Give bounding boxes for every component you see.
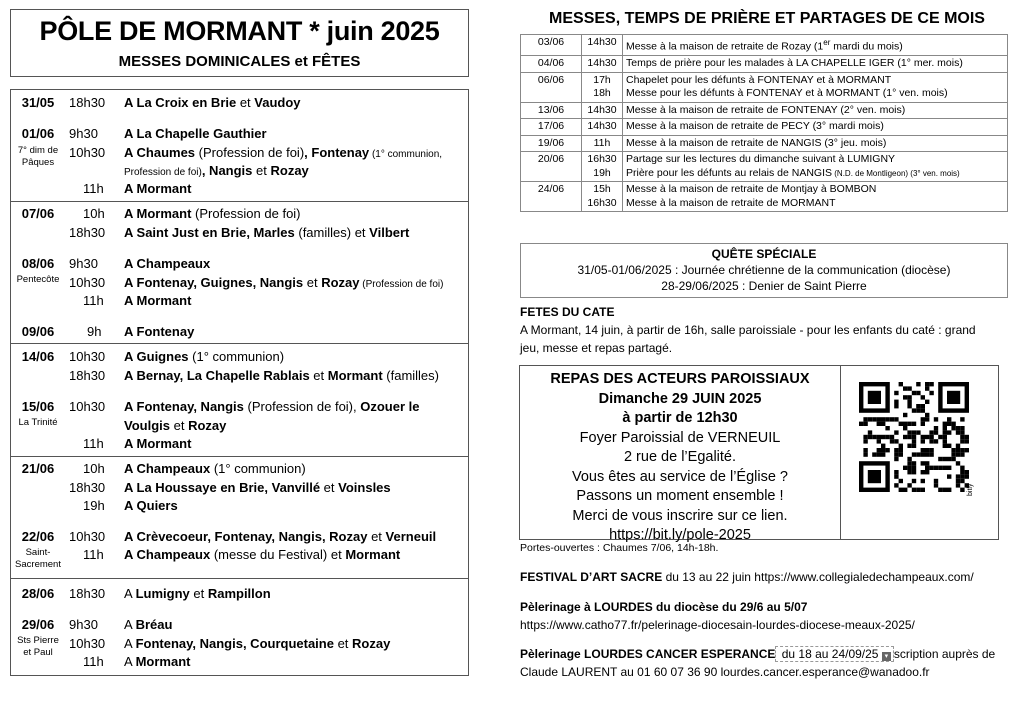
mass-hour: 11h: [83, 654, 104, 669]
mass-text: A Mormant: [124, 293, 192, 308]
mass-hour: 18h30: [69, 480, 106, 495]
mass-hour: 18h30: [69, 368, 106, 383]
repas-title: REPAS DES ACTEURS PAROISSIAUX: [550, 371, 810, 387]
liturgy-label: Pentecôte: [16, 274, 60, 285]
table-row: [521, 152, 1008, 182]
quete-line: 31/05-01/06/2025 : Journée chrétienne de la communication (diocèse): [577, 263, 951, 277]
mass-date: 15/06: [21, 399, 55, 414]
mass-text: Profession de foi), Nangis et Rozay: [124, 163, 309, 178]
masses-box: [10, 89, 469, 676]
repas-line: Foyer Paroissial de VERNEUIL: [579, 429, 781, 446]
mass-date: 21/06: [21, 461, 55, 476]
cate-line: jeu, messe et repas partagé.: [520, 341, 673, 355]
repas-link[interactable]: https://bit.ly/pole-2025: [609, 527, 751, 543]
liturgy-label: Sts Pierre et Paul: [17, 635, 59, 658]
qr-tag: bitly: [967, 483, 974, 496]
table-row: [521, 56, 1008, 73]
table-row: [521, 182, 1008, 212]
title-box: [10, 9, 469, 77]
mass-hour: 18h30: [69, 95, 106, 110]
lourdes-title: Pèlerinage à LOURDES du diocèse du 29/6 au 5/07: [520, 600, 808, 614]
repas-line: Merci de vous inscrire sur ce lien.: [572, 507, 788, 524]
table-cell: Messe à la maison de retraite de Rozay (1er mardi du mois): [623, 35, 1008, 56]
mass-text: A Champeaux: [124, 256, 211, 271]
separator: [11, 578, 468, 579]
mass-hour: 9h: [87, 324, 102, 339]
table-cell: 16h30 19h: [582, 152, 623, 182]
quete-line: 28-29/06/2025 : Denier de Saint Pierre: [661, 279, 867, 293]
mass-text: A Mormant: [124, 654, 191, 669]
mass-hour: 10h30: [69, 145, 106, 160]
mass-text: A Saint Just en Brie, Marles (familles) et Vilbert: [124, 225, 410, 240]
mass-text: Voulgis et Rozay: [124, 418, 227, 433]
mass-text: A Fontenay: [124, 324, 195, 339]
mass-text: A Bréau: [124, 617, 173, 632]
repas-date: Dimanche 29 JUIN 2025: [598, 390, 762, 407]
table-cell: Messe à la maison de retraite de Montjay à BOMBON Messe à la maison de retraite de MORMANT: [623, 182, 1008, 212]
table-cell: 11h: [582, 135, 623, 152]
mass-hour: 11h: [83, 181, 104, 196]
repas-time: à partir de 12h30: [622, 410, 738, 426]
mass-hour: 10h: [83, 461, 105, 476]
mass-text: A Champeaux (1° communion): [124, 461, 306, 476]
mass-text: A Crèvecoeur, Fontenay, Nangis, Rozay et Verneuil: [124, 529, 437, 544]
table-cell: 04/06: [521, 56, 582, 73]
mass-hour: 18h30: [69, 225, 106, 240]
table-cell: Messe à la maison de retraite de PECY (3° mardi mois): [623, 119, 1008, 136]
mass-hour: 11h: [83, 293, 104, 308]
table-cell: 24/06: [521, 182, 582, 212]
dropdown-icon[interactable]: ▾: [882, 652, 891, 661]
mass-text: A Mormant: [124, 181, 192, 196]
mass-date: 29/06: [21, 617, 55, 632]
mass-text: A Bernay, La Chapelle Rablais et Mormant (familles): [124, 368, 439, 383]
mass-date: 07/06: [21, 206, 55, 221]
page-subtitle: MESSES DOMINICALES et FÊTES: [118, 53, 361, 70]
table-cell: 06/06: [521, 72, 582, 102]
mass-hour: 10h30: [69, 349, 106, 364]
mass-hour: 10h30: [69, 636, 106, 651]
mass-hour: 11h: [83, 436, 104, 451]
mass-hour: 11h: [83, 547, 104, 562]
separator: [11, 343, 468, 344]
mass-text: A Fontenay, Nangis, Courquetaine et Rozay: [124, 636, 391, 651]
cancer-title: Pèlerinage LOURDES CANCER ESPERANCE: [520, 647, 776, 661]
mass-date: 09/06: [21, 324, 55, 339]
table-cell: 17/06: [521, 119, 582, 136]
table-cell: 03/06: [521, 35, 582, 56]
cancer-section: Pèlerinage LOURDES CANCER ESPERANCE du 18 au 24/09/25 ▾ scription auprès de Claude LAURENT au 01 60 07 36 90 lourdes.cancer.esperance@wanadoo.fr: [520, 647, 996, 679]
table-row: [521, 35, 1008, 56]
repas-line: Vous êtes au service de l’Église ?: [571, 468, 788, 485]
date-field[interactable]: du 18 au 24/09/25 ▾: [775, 646, 893, 662]
mass-hour: 18h30: [69, 586, 106, 601]
table-cell: Messe à la maison de retraite de FONTENAY (2° ven. mois): [623, 102, 1008, 119]
qr-code-icon[interactable]: [859, 382, 969, 492]
lourdes-section: [520, 598, 915, 634]
mass-hour: 10h: [83, 206, 105, 221]
mass-text: A Fontenay, Guignes, Nangis et Rozay (Profession de foi): [124, 275, 444, 290]
mass-text: A Mormant: [124, 436, 192, 451]
table-cell: 14h30: [582, 119, 623, 136]
portes-ouvertes: Portes-ouvertes : Chaumes 7/06, 14h-18h.: [520, 542, 719, 554]
mass-text: A Guignes (1° communion): [124, 349, 285, 364]
cate-section: [520, 303, 1014, 357]
schedule-table: [520, 34, 1008, 212]
page-title: PÔLE DE MORMANT * juin 2025: [39, 16, 440, 46]
lourdes-link[interactable]: https://www.catho77.fr/pelerinage-diocesain-lourdes-diocese-meaux-2025/: [520, 618, 915, 632]
separator: [11, 201, 468, 202]
mass-hour: 10h30: [69, 275, 106, 290]
table-row: [521, 135, 1008, 152]
mass-text: A La Houssaye en Brie, Vanvillé et Voinsles: [124, 480, 391, 495]
mass-hour: 10h30: [69, 399, 106, 414]
table-cell: Messe à la maison de retraite de NANGIS (3° jeu. mois): [623, 135, 1008, 152]
liturgy-label: La Trinité: [18, 417, 58, 428]
quete-box: [520, 243, 1008, 298]
mass-date: 22/06: [21, 529, 55, 544]
mass-text: A Lumigny et Rampillon: [124, 586, 271, 601]
table-cell: 14h30: [582, 102, 623, 119]
mass-text: A Quiers: [124, 498, 178, 513]
mass-hour: 9h30: [69, 617, 98, 632]
liturgy-label: 7° dim de Pâques: [17, 145, 59, 168]
mass-date: 28/06: [21, 586, 55, 601]
mass-hour: 9h30: [69, 126, 98, 141]
table-row: [521, 72, 1008, 102]
table-row: [521, 119, 1008, 136]
liturgy-label: Saint- Sacrement: [15, 547, 61, 570]
table-cell: 19/06: [521, 135, 582, 152]
separator: [11, 456, 468, 457]
mass-text: A Champeaux (messe du Festival) et Mormant: [124, 547, 401, 562]
mass-hour: 9h30: [69, 256, 98, 271]
repas-box: [519, 365, 841, 543]
festival-line: FESTIVAL D’ART SACRE du 13 au 22 juin https://www.collegialedechampeaux.com/: [520, 570, 974, 584]
mass-hour: 19h: [83, 498, 105, 513]
table-cell: 14h30: [582, 35, 623, 56]
mass-date: 01/06: [21, 126, 55, 141]
schedule-title: MESSES, TEMPS DE PRIÈRE ET PARTAGES DE CE MOIS: [549, 10, 985, 27]
mass-text: A Chaumes (Profession de foi), Fontenay (1° communion,: [124, 145, 443, 160]
cate-title: FETES DU CATE: [520, 305, 615, 319]
mass-hour: 10h30: [69, 529, 106, 544]
cate-line: A Mormant, 14 juin, à partir de 16h, salle paroissiale - pour les enfants du caté : grand: [520, 323, 976, 337]
table-cell: 15h 16h30: [582, 182, 623, 212]
mass-date: 14/06: [21, 349, 55, 364]
mass-text: A La Chapelle Gauthier: [124, 126, 267, 141]
table-cell: 17h 18h: [582, 72, 623, 102]
mass-date: 08/06: [21, 256, 55, 271]
mass-date: 31/05: [21, 95, 55, 110]
table-cell: 20/06: [521, 152, 582, 182]
repas-line: 2 rue de l’Egalité.: [623, 449, 737, 465]
mass-text: A Mormant (Profession de foi): [124, 206, 301, 221]
mass-text: A La Croix en Brie et Vaudoy: [124, 95, 301, 110]
mass-text: A Fontenay, Nangis (Profession de foi), Ozouer le: [124, 399, 420, 414]
table-cell: 13/06: [521, 102, 582, 119]
table-cell: Partage sur les lectures du dimanche suivant à LUMIGNY Prière pour les défunts au relais de NANGIS (N.D. de Montligeon) (3° ven. mois): [623, 152, 1008, 182]
table-cell: Chapelet pour les défunts à FONTENAY et à MORMANT Messe pour les défunts à FONTENAY et à MORMANT (1° ven. mois): [623, 72, 1008, 102]
cancer-contact: Claude LAURENT au 01 60 07 36 90 lourdes.cancer.esperance@wanadoo.fr: [520, 665, 930, 679]
repas-line: Passons un moment ensemble !: [576, 488, 784, 504]
quete-title: QUÊTE SPÉCIALE: [711, 247, 817, 261]
table-cell: 14h30: [582, 56, 623, 73]
qr-box: [841, 365, 999, 540]
table-row: [521, 102, 1008, 119]
table-cell: Temps de prière pour les malades à LA CHAPELLE IGER (1° mer. mois): [623, 56, 1008, 73]
